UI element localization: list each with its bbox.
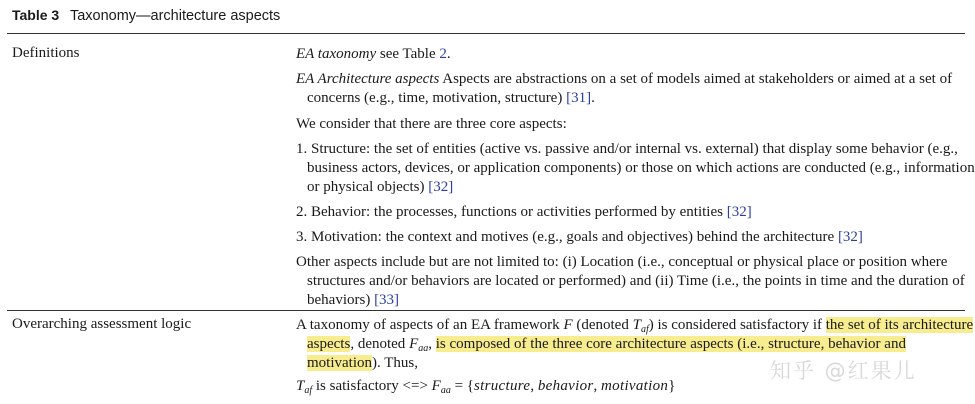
highlight: is composed of the three core architecture aspects (i.e., structure, behavior and motivation — [307, 336, 906, 371]
row-label-definitions: Definitions — [12, 45, 80, 61]
citation-link[interactable]: [33] — [374, 292, 400, 308]
row-divider — [7, 310, 965, 311]
other-aspects: Other aspects include but are not limited to: (i) Location (i.e., conceptual or physical place or position where structures and/or behaviors are located or performed) and (ii) Time (i.e., the points in time and the duration of behaviors) [33] — [296, 254, 965, 308]
aspect-motivation: 3. Motivation: the context and motives (e.g., goals and objectives) behind the architecture [32] — [296, 229, 863, 245]
table-number: Table 3 — [12, 7, 60, 23]
aspect-structure: 1. Structure: the set of entities (active vs. passive and/or internal vs. external) that display some behavior (e.g., business actors, devices, or application components) or those on which actions are conducted (e.g., information or physical objects) [32] — [296, 141, 975, 195]
table-link[interactable]: 2 — [439, 46, 447, 62]
row-label-assessment-logic: Overarching assessment logic — [12, 316, 192, 332]
table-caption — [12, 7, 280, 25]
assessment-logic-text: A taxonomy of aspects of an EA framework F (denoted $T_{af}$) is considered satisfactory if the set of its architecture aspects, denoted $F_{aa}$, is composed of the three core architecture aspects (i.e., structure, behavior and motivation). Thus, — [296, 317, 974, 371]
table-title: Taxonomy—architecture aspects — [69, 8, 281, 24]
citation-link[interactable]: [32] — [837, 229, 863, 245]
definition-ea-taxonomy: EA taxonomy see Table 2. — [296, 46, 451, 62]
highlight: the set of its architecture aspects — [307, 317, 974, 352]
core-aspects-intro: We consider that there are three core aspects: — [296, 116, 567, 132]
citation-link[interactable]: [32] — [428, 179, 454, 195]
aspect-behavior: 2. Behavior: the processes, functions or activities performed by entities [32] — [296, 204, 752, 220]
top-rule — [7, 33, 965, 34]
citation-link[interactable]: [31] — [566, 90, 592, 106]
watermark: 知乎 @红果儿 — [770, 359, 917, 383]
satisfaction-formula: $T_{af}$ is satisfactory <=> $F_{aa}$ = {structure, behavior, motivation} — [296, 378, 676, 396]
citation-link[interactable]: [32] — [726, 204, 752, 220]
definition-architecture-aspects: EA Architecture aspects Aspects are abstractions on a set of models aimed at stakeholders or aimed at a set of concerns (e.g., time, motivation, structure) [31]. — [296, 71, 953, 106]
